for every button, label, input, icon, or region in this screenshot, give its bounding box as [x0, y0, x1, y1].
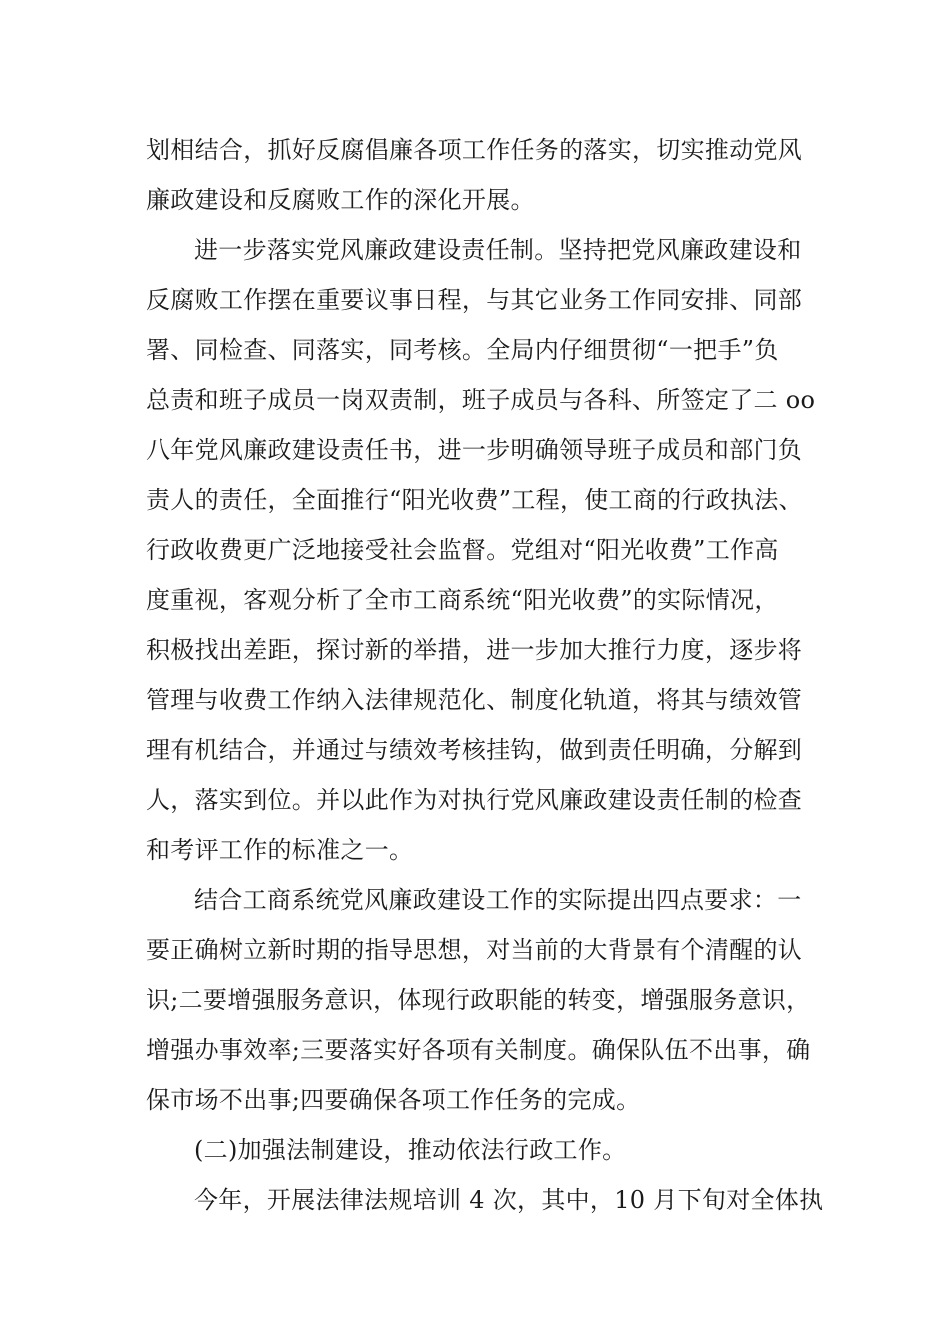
- text-line: 理有机结合，并通过与绩效考核挂钩，做到责任明确，分解到: [146, 736, 803, 764]
- paragraph-first-line: 结合工商系统党风廉政建设工作的实际提出四点要求：一: [194, 886, 802, 914]
- text-line: 廉政建设和反腐败工作的深化开展。: [146, 186, 535, 214]
- section-heading: (二)加强法制建设，推动依法行政工作。: [194, 1136, 627, 1164]
- text-line: 和考评工作的标准之一。: [146, 836, 414, 864]
- text-line: 行政收费更广泛地接受社会监督。党组对“阳光收费”工作高: [146, 536, 779, 564]
- text-line: 反腐败工作摆在重要议事日程，与其它业务工作同安排、同部: [146, 286, 803, 314]
- text-line: 要正确树立新时期的指导思想，对当前的大背景有个清醒的认: [146, 936, 803, 964]
- paragraph-first-line: 进一步落实党风廉政建设责任制。坚持把党风廉政建设和: [194, 236, 802, 264]
- paragraph-first-line: 今年，开展法律法规培训 4 次，其中，10 月下旬对全体执: [194, 1186, 824, 1214]
- document-body: [146, 125, 826, 1225]
- text-line: 识;二要增强服务意识，体现行政职能的转变，增强服务意识，: [146, 986, 811, 1014]
- text-line: 署、同检查、同落实，同考核。全局内仔细贯彻“一把手”负: [146, 336, 779, 364]
- text-line: 八年党风廉政建设责任书，进一步明确领导班子成员和部门负: [146, 436, 803, 464]
- text-line: 责人的责任，全面推行“阳光收费”工程，使工商的行政执法、: [146, 486, 803, 514]
- text-line: 度重视，客观分析了全市工商系统“阳光收费”的实际情况，: [146, 586, 779, 614]
- text-line: 划相结合，抓好反腐倡廉各项工作任务的落实，切实推动党风: [146, 136, 803, 164]
- text-line: 人，落实到位。并以此作为对执行党风廉政建设责任制的检查: [146, 786, 803, 814]
- text-line: 保市场不出事;四要确保各项工作任务的完成。: [146, 1086, 641, 1114]
- text-line: 总责和班子成员一岗双责制，班子成员与各科、所签定了二 oo: [146, 386, 816, 414]
- text-line: 管理与收费工作纳入法律规范化、制度化轨道，将其与绩效管: [146, 686, 803, 714]
- text-line: 增强办事效率;三要落实好各项有关制度。确保队伍不出事，确: [146, 1036, 811, 1064]
- text-line: 积极找出差距，探讨新的举措，进一步加大推行力度，逐步将: [146, 636, 803, 664]
